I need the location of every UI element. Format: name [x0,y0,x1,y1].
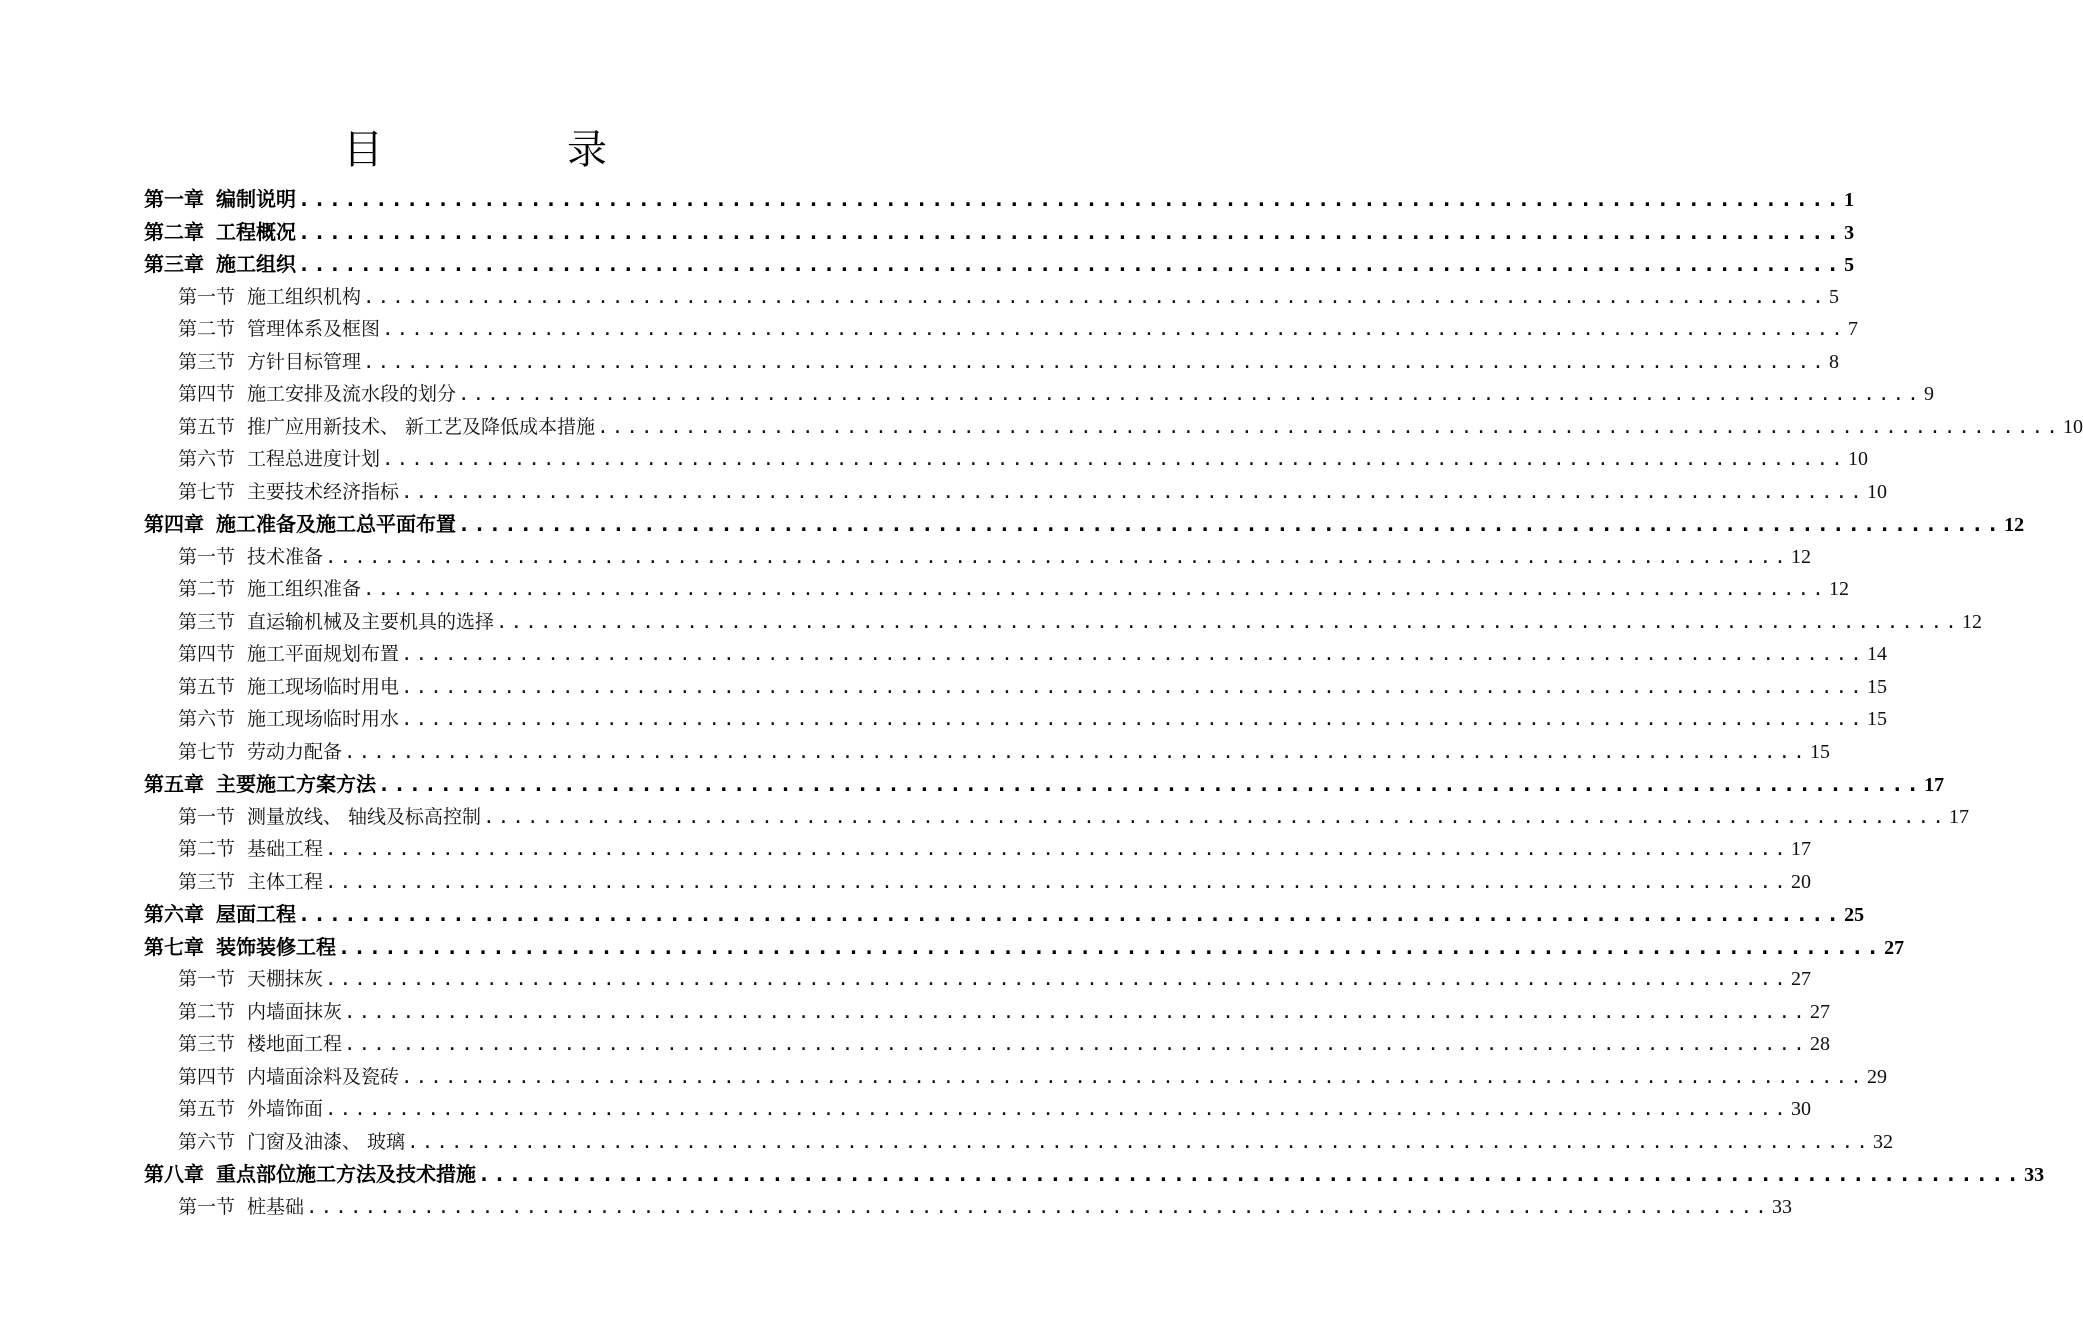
section-number: 第一节 [178,968,236,990]
page-number: 10 [1866,480,1887,503]
page-number: 12 [1828,578,1849,600]
page-number: 9 [1923,383,1934,405]
dot-leader: .................................................................................................... [344,1000,1808,1023]
toc-section-entry[interactable] [144,833,1811,866]
dot-leader: .................................................................................................... [401,480,1865,503]
section-title: 外墙饰面 [247,1098,324,1120]
chapter-number: 第三章 [144,252,204,276]
dot-leader: .................................................................................................... [597,415,2061,438]
toc-section-entry[interactable] [144,378,1934,411]
section-title: 天棚抹灰 [247,968,324,990]
page-number: 15 [1866,708,1887,730]
toc-entry-label [144,216,296,249]
toc-section-entry[interactable] [144,281,1839,314]
toc-section-entry[interactable] [144,443,1868,476]
toc-entry-label [178,313,380,346]
toc-entry-label [178,476,399,509]
toc-entry-label [178,411,595,444]
page-number: 5 [1828,285,1839,308]
section-title: 基础工程 [247,838,324,860]
section-title: 主体工程 [247,870,324,893]
page-number: 15 [1866,675,1887,698]
dot-leader: .................................................................................................... [338,934,1883,959]
toc-entry-label [178,573,361,606]
page-number: 30 [1790,1098,1811,1120]
toc-entry-label [144,508,456,541]
page-number: 5 [1844,254,1855,276]
section-title: 施工现场临时用水 [247,708,400,730]
section-title: 桩基础 [247,1195,305,1218]
dot-leader: .................................................................................................... [478,1162,2023,1186]
toc-section-entry[interactable] [144,1061,1887,1094]
section-title: 直运输机械及主要机具的选择 [247,610,495,633]
toc-entry-label [178,736,342,769]
toc-section-entry[interactable] [144,346,1839,379]
dot-leader: .................................................................................................... [363,285,1827,308]
section-number: 第一节 [178,285,236,308]
page-number: 28 [1809,1033,1830,1055]
toc-entry-label [178,1126,405,1159]
toc-entry-label [178,703,399,736]
section-title: 施工安排及流水段的划分 [247,383,457,405]
toc-section-entry[interactable] [144,573,1849,606]
toc-section-entry[interactable] [144,476,1887,509]
toc-entry-label [178,963,323,996]
page-number: 33 [1771,1195,1792,1218]
toc-entry-label [144,931,336,964]
dot-leader: .................................................................................................... [298,902,1843,926]
page-number: 20 [1790,870,1811,893]
section-number: 第三节 [178,610,236,633]
toc-section-entry[interactable] [144,1191,1792,1224]
dot-leader: .................................................................................................... [401,1065,1865,1088]
page-number: 17 [1924,774,1945,796]
toc-entry-label [178,671,399,704]
toc-entry-label [178,996,342,1029]
toc-chapter-entry[interactable] [144,216,1855,249]
chapter-title: 主要施工方案方法 [216,772,376,796]
toc-entry-label [144,898,296,931]
dot-leader: .................................................................................................... [325,1098,1789,1120]
page-number: 27 [1884,936,1905,959]
page-number: 8 [1828,350,1839,373]
toc-section-entry[interactable] [144,703,1887,736]
section-number: 第五节 [178,1098,236,1120]
toc-entry-label [178,1093,323,1126]
toc-entry-label [178,606,494,639]
section-title: 施工组织机构 [247,285,362,308]
section-title: 楼地面工程 [247,1033,343,1055]
dot-leader: .................................................................................................... [298,219,1843,244]
section-number: 第六节 [178,448,236,470]
chapter-number: 第七章 [144,934,204,959]
dot-leader: .................................................................................................... [344,1033,1808,1055]
dot-leader: .................................................................................................... [378,772,1923,796]
page-number: 14 [1866,643,1887,665]
section-title: 门窗及油漆、 玻璃 [247,1130,406,1153]
page-number: 17 [1790,838,1811,860]
toc-chapter-entry[interactable] [144,768,1945,801]
section-title: 内墙面抹灰 [247,1000,343,1023]
toc-section-entry[interactable] [144,638,1887,671]
section-title: 施工组织准备 [247,578,362,600]
section-title: 主要技术经济指标 [247,480,400,503]
section-title: 施工平面规划布置 [247,643,400,665]
page-number: 15 [1809,740,1830,763]
toc-section-entry[interactable] [144,541,1811,574]
section-number: 第二节 [178,578,236,600]
toc-section-entry[interactable] [144,801,1969,834]
toc-entry-label [178,1191,304,1224]
toc-section-entry[interactable] [144,1126,1893,1159]
dot-leader: .................................................................................................... [363,350,1827,373]
toc-title: 目 录 [343,127,679,173]
dot-leader: .................................................................................................... [401,708,1865,730]
toc-entry-label [178,1061,399,1094]
chapter-number: 第一章 [144,187,204,211]
section-title: 管理体系及框图 [247,318,381,340]
page-number: 12 [1961,610,1982,633]
toc-section-entry[interactable] [144,963,1811,996]
section-number: 第五节 [178,675,236,698]
section-title: 方针目标管理 [247,350,362,373]
toc-entry-label [144,1158,476,1191]
dot-leader: .................................................................................................... [306,1195,1770,1218]
toc-section-entry[interactable] [144,411,2083,444]
page-number: 27 [1790,968,1811,990]
dot-leader: .................................................................................................... [298,187,1843,211]
page-number: 3 [1844,221,1855,244]
section-number: 第三节 [178,350,236,373]
page-number: 1 [1844,189,1855,211]
section-number: 第二节 [178,318,236,340]
dot-leader: .................................................................................................... [325,838,1789,860]
section-number: 第一节 [178,545,236,568]
dot-leader: .................................................................................................... [401,643,1865,665]
toc-entry-label [144,768,376,801]
section-number: 第七节 [178,740,236,763]
toc-entry-label [178,541,323,574]
chapter-number: 第四章 [144,512,204,536]
toc-entry-label [178,346,361,379]
section-number: 第三节 [178,1033,236,1055]
toc-entry-label [144,183,296,216]
toc-entry-label [178,378,456,411]
toc-entry-label [178,281,361,314]
section-number: 第七节 [178,480,236,503]
section-number: 第二节 [178,1000,236,1023]
dot-leader: .................................................................................................... [382,448,1846,470]
section-number: 第二节 [178,838,236,860]
section-number: 第一节 [178,805,236,828]
chapter-title: 装饰装修工程 [216,934,336,959]
dot-leader: .................................................................................................... [483,805,1947,828]
toc-entry-label [144,248,296,281]
section-title: 施工现场临时用电 [247,675,400,698]
section-title: 推广应用新技术、 新工艺及降低成本措施 [247,415,596,438]
page-number: 32 [1872,1130,1893,1153]
chapter-title: 施工组织 [216,252,296,276]
dot-leader: .................................................................................................... [344,740,1808,763]
dot-leader: .................................................................................................... [325,968,1789,990]
page-number: 12 [1790,545,1811,568]
section-number: 第六节 [178,1130,236,1153]
dot-leader: .................................................................................................... [496,610,1960,633]
section-number: 第四节 [178,643,236,665]
dot-leader: .................................................................................................... [382,318,1846,340]
toc-section-entry[interactable] [144,606,1982,639]
toc-entry-label [178,833,323,866]
section-number: 第四节 [178,1065,236,1088]
dot-leader: .................................................................................................... [298,252,1843,276]
toc-section-entry[interactable] [144,313,1858,346]
dot-leader: .................................................................................................... [458,512,2003,536]
page-number: 7 [1847,318,1858,340]
page-number: 25 [1844,904,1865,926]
table-of-contents [144,183,2083,1223]
section-number: 第一节 [178,1195,236,1218]
toc-chapter-entry[interactable] [144,1158,2045,1191]
page-number: 27 [1809,1000,1830,1023]
page-number: 12 [2004,514,2025,536]
toc-section-entry[interactable] [144,866,1811,899]
chapter-title: 编制说明 [216,187,296,211]
chapter-title: 施工准备及施工总平面布置 [216,512,456,536]
dot-leader: .................................................................................................... [401,675,1865,698]
toc-entry-label [178,443,380,476]
dot-leader: .................................................................................................... [407,1130,1871,1153]
section-title: 内墙面涂料及瓷砖 [247,1065,400,1088]
page-number: 29 [1866,1065,1887,1088]
dot-leader: .................................................................................................... [458,383,1922,405]
chapter-title: 工程概况 [216,219,296,244]
toc-section-entry[interactable] [144,1028,1830,1061]
toc-section-entry[interactable] [144,671,1887,704]
section-number: 第三节 [178,870,236,893]
page-number: 10 [2062,415,2083,438]
toc-chapter-entry[interactable] [144,898,1865,931]
toc-chapter-entry[interactable] [144,183,1855,216]
toc-entry-label [178,801,481,834]
toc-chapter-entry[interactable] [144,931,1905,964]
dot-leader: .................................................................................................... [325,870,1789,893]
chapter-title: 屋面工程 [216,902,296,926]
section-title: 技术准备 [247,545,324,568]
section-title: 测量放线、 轴线及标高控制 [247,805,482,828]
dot-leader: .................................................................................................... [325,545,1789,568]
toc-section-entry[interactable] [144,736,1830,769]
toc-entry-label [178,1028,342,1061]
chapter-number: 第五章 [144,772,204,796]
toc-entry-label [178,638,399,671]
page-number: 10 [1847,448,1868,470]
chapter-number: 第六章 [144,902,204,926]
page-number: 33 [2024,1164,2045,1186]
section-title: 劳动力配备 [247,740,343,763]
page-number: 17 [1948,805,1969,828]
chapter-number: 第八章 [144,1162,204,1186]
toc-chapter-entry[interactable] [144,248,1855,281]
toc-section-entry[interactable] [144,1093,1811,1126]
chapter-title: 重点部位施工方法及技术措施 [216,1162,476,1186]
dot-leader: .................................................................................................... [363,578,1827,600]
toc-chapter-entry[interactable] [144,508,2025,541]
toc-entry-label [178,866,323,899]
section-number: 第五节 [178,415,236,438]
section-number: 第六节 [178,708,236,730]
section-title: 工程总进度计划 [247,448,381,470]
toc-section-entry[interactable] [144,996,1830,1029]
section-number: 第四节 [178,383,236,405]
chapter-number: 第二章 [144,219,204,244]
